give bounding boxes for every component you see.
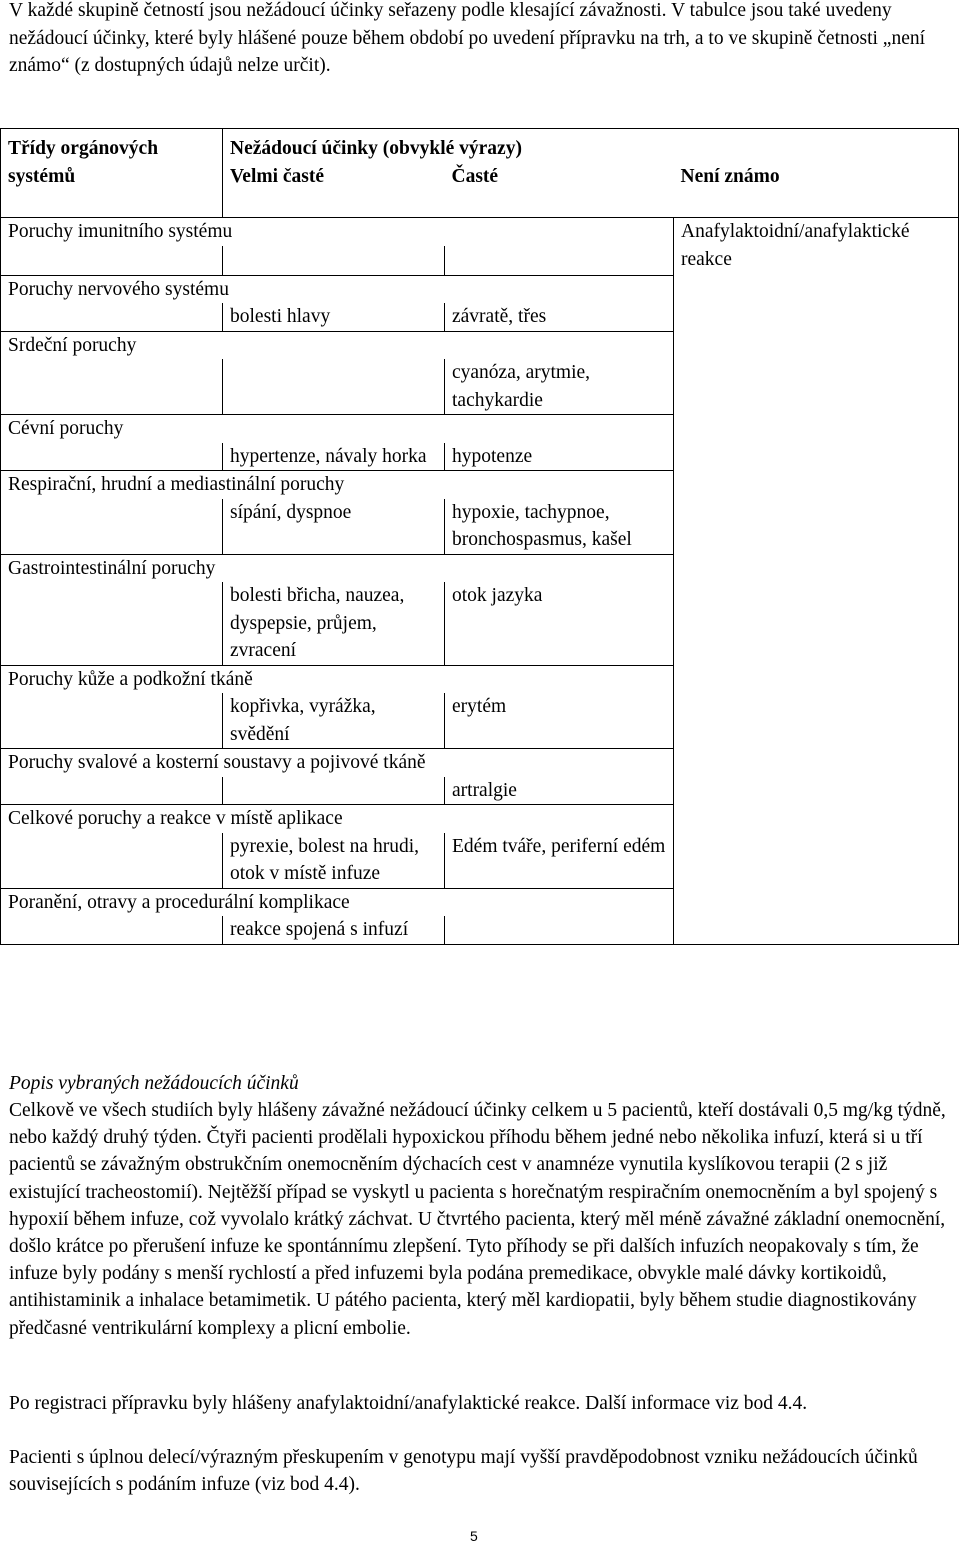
table-row-soc <box>1 471 959 499</box>
cell-unknown <box>674 582 959 665</box>
cell-very-common: kopřivka, vyrážka, svědění <box>223 693 445 749</box>
cell-very-common: bolesti hlavy <box>223 303 445 331</box>
table-row-soc <box>1 331 959 359</box>
cell-soc-blank <box>1 693 223 749</box>
soc-label: Poruchy svalové a kosterní soustavy a pojivové tkáně <box>1 749 674 777</box>
cell-common: hypotenze <box>445 443 674 471</box>
cell-unknown <box>674 777 959 805</box>
cell-common: cyanóza, arytmie, tachykardie <box>445 359 674 415</box>
cell-soc-blank <box>1 499 223 555</box>
table-row-soc <box>1 415 959 443</box>
soc-label: Poruchy imunitního systému <box>1 218 674 246</box>
header-soc: Třídy orgánových systémů <box>1 129 223 218</box>
table-row <box>1 303 959 331</box>
soc-label: Poranění, otravy a procedurální komplikace <box>1 888 674 916</box>
cell-soc-blank <box>1 777 223 805</box>
table-row <box>1 833 959 889</box>
cell-soc-blank <box>1 582 223 665</box>
cell-very-common: pyrexie, bolest na hrudi, otok v místě infuze <box>223 833 445 889</box>
cell-unknown <box>674 415 959 443</box>
table-row <box>1 443 959 471</box>
cell-soc-blank <box>1 303 223 331</box>
table-row-soc <box>1 275 959 303</box>
cell-unknown <box>674 359 959 415</box>
header-very-common: Velmi časté <box>223 163 445 218</box>
table-header-row <box>1 129 959 163</box>
table-row-soc <box>1 805 959 833</box>
cell-very-common: sípání, dyspnoe <box>223 499 445 555</box>
cell-unknown <box>674 665 959 693</box>
cell-unknown <box>674 499 959 555</box>
cell-unknown <box>674 805 959 833</box>
cell-common <box>445 916 674 944</box>
soc-label: Celkové poruchy a reakce v místě aplikace <box>1 805 674 833</box>
soc-label: Poruchy nervového systému <box>1 275 674 303</box>
table-row-soc <box>1 888 959 916</box>
header-group: Nežádoucí účinky (obvyklé výrazy) <box>223 129 959 163</box>
cell-unknown <box>674 888 959 916</box>
cell-common: závratě, třes <box>445 303 674 331</box>
table-row-soc <box>1 665 959 693</box>
cell-very-common: bolesti břicha, nauzea, dyspepsie, průjem, zvracení <box>223 582 445 665</box>
cell-soc-blank <box>1 246 223 276</box>
soc-label: Cévní poruchy <box>1 415 674 443</box>
table-row-soc <box>1 218 959 246</box>
cell-common <box>445 246 674 276</box>
table-row <box>1 582 959 665</box>
paragraph-2: Po registraci přípravku byly hlášeny anafylaktoidní/anafylaktické reakce. Další informace viz bod 4.4. <box>9 1393 808 1414</box>
soc-label: Gastrointestinální poruchy <box>1 554 674 582</box>
table-row-soc <box>1 554 959 582</box>
paragraph-1: Celkově ve všech studiích byly hlášeny závažné nežádoucí účinky celkem u 5 pacientů, kteří dostávali 0,5 mg/kg týdně, nebo každý druhý týden. Čtyři pacienti prodělali hypoxickou příhodu během jedné nebo několika infuzí, která si u tří pacientů se závažným obstrukčním onemocněním dýchacích cest v anamnéze vynutila kyslíkovou terapii (2 s již existující tracheostomií). Nejtěžší případ se vyskytl u pacienta s horečnatým respiračním onemocněním a byl spojený s hypoxií během infuze, což vyvolalo krátký záchvat. U čtvrtého pacienta, který měl méně závažné základní onemocnění, došlo krátce po přerušení infuze ke spontánnímu zlepšení. Tyto příhody se při dalších infuzích neopakovaly s tím, že infuze byly podány s menší rychlostí a před infuzemi byla podána premedikace, obvykle malé dávky kortikoidů, antihistaminik a inhalace betamimetik. U pátého pacienta, který měl kardiopatii, byly během studie diagnostikovány předčasné ventrikulární komplexy a plicní embolie. <box>9 1100 946 1339</box>
soc-label: Srdeční poruchy <box>1 331 674 359</box>
table-row <box>1 499 959 555</box>
soc-label: Respirační, hrudní a mediastinální poruchy <box>1 471 674 499</box>
cell-very-common <box>223 246 445 276</box>
cell-common: erytém <box>445 693 674 749</box>
header-common: Časté <box>445 163 674 218</box>
cell-very-common <box>223 777 445 805</box>
table-row <box>1 359 959 415</box>
table-row <box>1 693 959 749</box>
cell-soc-blank <box>1 443 223 471</box>
cell-common: hypoxie, tachypnoe, bronchospasmus, kašel <box>445 499 674 555</box>
intro-paragraph: V každé skupině četností jsou nežádoucí účinky seřazeny podle klesající závažnosti. V tabulce jsou také uvedeny nežádoucí účinky, které byly hlášené pouze během období po uvedení přípravku na trh, a to ve skupině četnosti „není známo“ (z dostupných údajů nelze určit). <box>9 0 926 76</box>
section-title: Popis vybraných nežádoucích účinků <box>9 1073 299 1094</box>
cell-unknown <box>674 275 959 303</box>
table-row <box>1 916 959 944</box>
cell-common: otok jazyka <box>445 582 674 665</box>
cell-common: Edém tváře, periferní edém <box>445 833 674 889</box>
cell-very-common: hypertenze, návaly horka <box>223 443 445 471</box>
page-number: 5 <box>470 1528 478 1544</box>
cell-soc-blank <box>1 833 223 889</box>
cell-unknown <box>674 443 959 471</box>
cell-common: artralgie <box>445 777 674 805</box>
cell-soc-blank <box>1 916 223 944</box>
cell-unknown <box>674 749 959 777</box>
cell-unknown <box>674 693 959 749</box>
paragraph-3: Pacienti s úplnou delecí/výrazným přeskupením v genotypu mají vyšší pravděpodobnost vzniku nežádoucích účinků souvisejících s podáním infuze (viz bod 4.4). <box>9 1447 918 1496</box>
cell-soc-blank <box>1 359 223 415</box>
cell-unknown <box>674 916 959 944</box>
adverse-effects-table <box>0 128 959 945</box>
cell-unknown <box>674 833 959 889</box>
header-unknown: Není známo <box>674 163 959 218</box>
table-row <box>1 777 959 805</box>
table-row-soc <box>1 749 959 777</box>
cell-unknown <box>674 303 959 331</box>
cell-very-common <box>223 359 445 415</box>
cell-unknown <box>674 331 959 359</box>
cell-unknown <box>674 554 959 582</box>
cell-unknown <box>674 471 959 499</box>
cell-unknown: Anafylaktoidní/anafylaktické reakce <box>674 218 959 276</box>
cell-very-common: reakce spojená s infuzí <box>223 916 445 944</box>
soc-label: Poruchy kůže a podkožní tkáně <box>1 665 674 693</box>
